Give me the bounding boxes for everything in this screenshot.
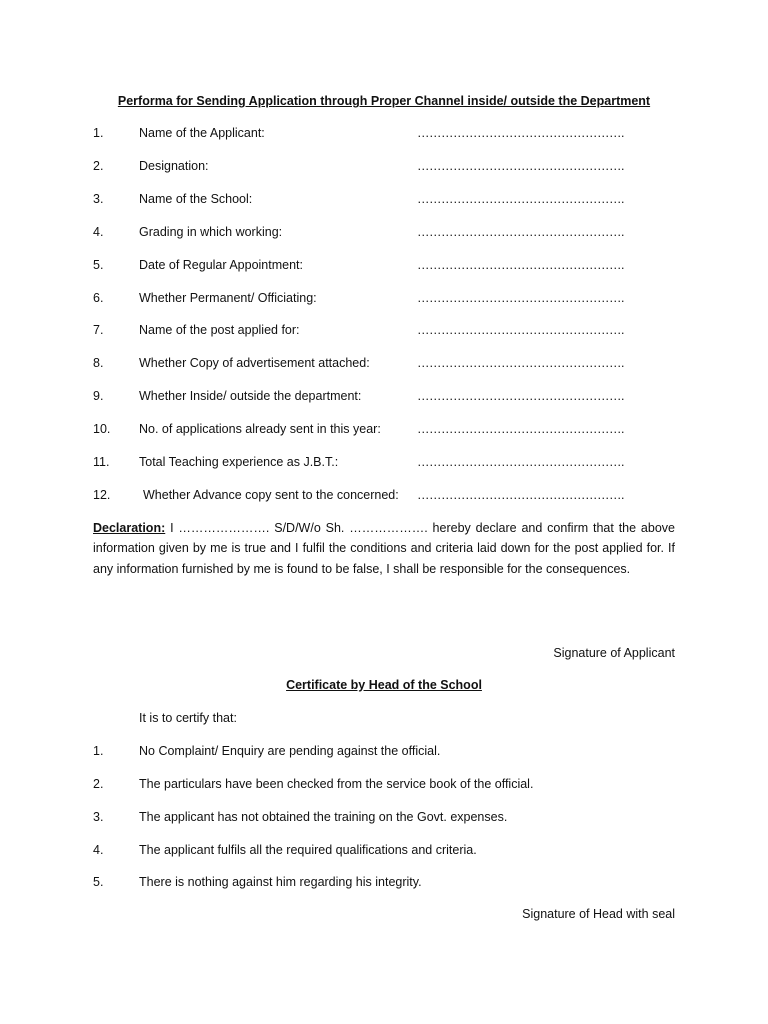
- signature-head: Signature of Head with seal: [522, 907, 675, 921]
- field-label: Grading in which working:: [139, 225, 283, 239]
- field-blank[interactable]: …………………………………………….: [417, 455, 624, 469]
- certificate-item-number: 3.: [93, 810, 104, 824]
- field-number: 5.: [93, 258, 104, 272]
- field-number: 9.: [93, 389, 104, 403]
- field-row: [0, 356, 768, 374]
- field-number: 10.: [93, 422, 111, 436]
- field-blank[interactable]: …………………………………………….: [417, 126, 624, 140]
- field-blank[interactable]: …………………………………………….: [417, 192, 624, 206]
- field-row: [0, 422, 768, 440]
- field-label: Whether Copy of advertisement attached:: [139, 356, 370, 370]
- field-blank[interactable]: …………………………………………….: [417, 159, 624, 173]
- field-label: Name of the School:: [139, 192, 253, 206]
- declaration-paragraph: [93, 518, 675, 579]
- field-blank[interactable]: …………………………………………….: [417, 422, 624, 436]
- certificate-item-number: 1.: [93, 744, 104, 758]
- field-row: [0, 291, 768, 309]
- field-row: [0, 389, 768, 407]
- field-number: 11.: [93, 455, 110, 469]
- field-row: [0, 455, 768, 473]
- certificate-item: [0, 810, 768, 828]
- field-label: Whether Permanent/ Officiating:: [139, 291, 317, 305]
- field-blank[interactable]: …………………………………………….: [417, 323, 624, 337]
- field-label: Whether Inside/ outside the department:: [139, 389, 362, 403]
- field-label: No. of applications already sent in this year:: [139, 422, 381, 436]
- form-title: Performa for Sending Application through Proper Channel inside/ outside the Department: [117, 94, 651, 108]
- field-blank[interactable]: …………………………………………….: [417, 291, 624, 305]
- field-label: Date of Regular Appointment:: [139, 258, 303, 272]
- field-label: Name of the post applied for:: [139, 323, 300, 337]
- field-row: [0, 192, 768, 210]
- field-blank[interactable]: …………………………………………….: [417, 258, 624, 272]
- declaration-label: Declaration:: [93, 521, 166, 535]
- certificate-item-text: The particulars have been checked from the service book of the official.: [139, 777, 534, 791]
- field-number: 6.: [93, 291, 104, 305]
- field-row: [0, 159, 768, 177]
- field-label: Designation:: [139, 159, 209, 173]
- field-number: 4.: [93, 225, 104, 239]
- field-row: [0, 126, 768, 144]
- field-blank[interactable]: …………………………………………….: [417, 356, 624, 370]
- field-label: Total Teaching experience as J.B.T.:: [139, 455, 339, 469]
- field-row: [0, 488, 768, 506]
- certificate-item: [0, 744, 768, 762]
- field-label: Name of the Applicant:: [139, 126, 265, 140]
- field-number: 8.: [93, 356, 104, 370]
- certificate-item-text: No Complaint/ Enquiry are pending against the official.: [139, 744, 441, 758]
- field-blank[interactable]: …………………………………………….: [417, 225, 624, 239]
- field-number: 3.: [93, 192, 104, 206]
- field-row: [0, 258, 768, 276]
- field-number: 1.: [93, 126, 104, 140]
- field-row: [0, 225, 768, 243]
- signature-applicant: Signature of Applicant: [553, 646, 675, 660]
- certificate-item-text: The applicant fulfils all the required qualifications and criteria.: [139, 843, 477, 857]
- declaration-text: I …………………. S/D/W/o Sh. ………………. hereby declare and confirm that the above information given by me is true and I fulfil the conditions and criteria laid down for the post applied for. If any information furnished by me is found to be false, I shall be responsible for the consequences.: [93, 521, 675, 576]
- field-label: Whether Advance copy sent to the concerned:: [143, 488, 399, 502]
- certificate-item-text: The applicant has not obtained the training on the Govt. expenses.: [139, 810, 508, 824]
- certificate-item-text: There is nothing against him regarding his integrity.: [139, 875, 422, 889]
- field-number: 7.: [93, 323, 104, 337]
- certificate-title: Certificate by Head of the School: [286, 678, 482, 692]
- certificate-intro: It is to certify that:: [139, 711, 237, 725]
- field-blank[interactable]: …………………………………………….: [417, 389, 624, 403]
- certificate-item: [0, 777, 768, 795]
- certificate-item-number: 5.: [93, 875, 104, 889]
- certificate-item-number: 4.: [93, 843, 104, 857]
- certificate-item: [0, 843, 768, 861]
- field-blank[interactable]: …………………………………………….: [417, 488, 624, 502]
- certificate-item-number: 2.: [93, 777, 104, 791]
- field-number: 12.: [93, 488, 111, 502]
- field-number: 2.: [93, 159, 104, 173]
- field-row: [0, 323, 768, 341]
- certificate-item: [0, 875, 768, 893]
